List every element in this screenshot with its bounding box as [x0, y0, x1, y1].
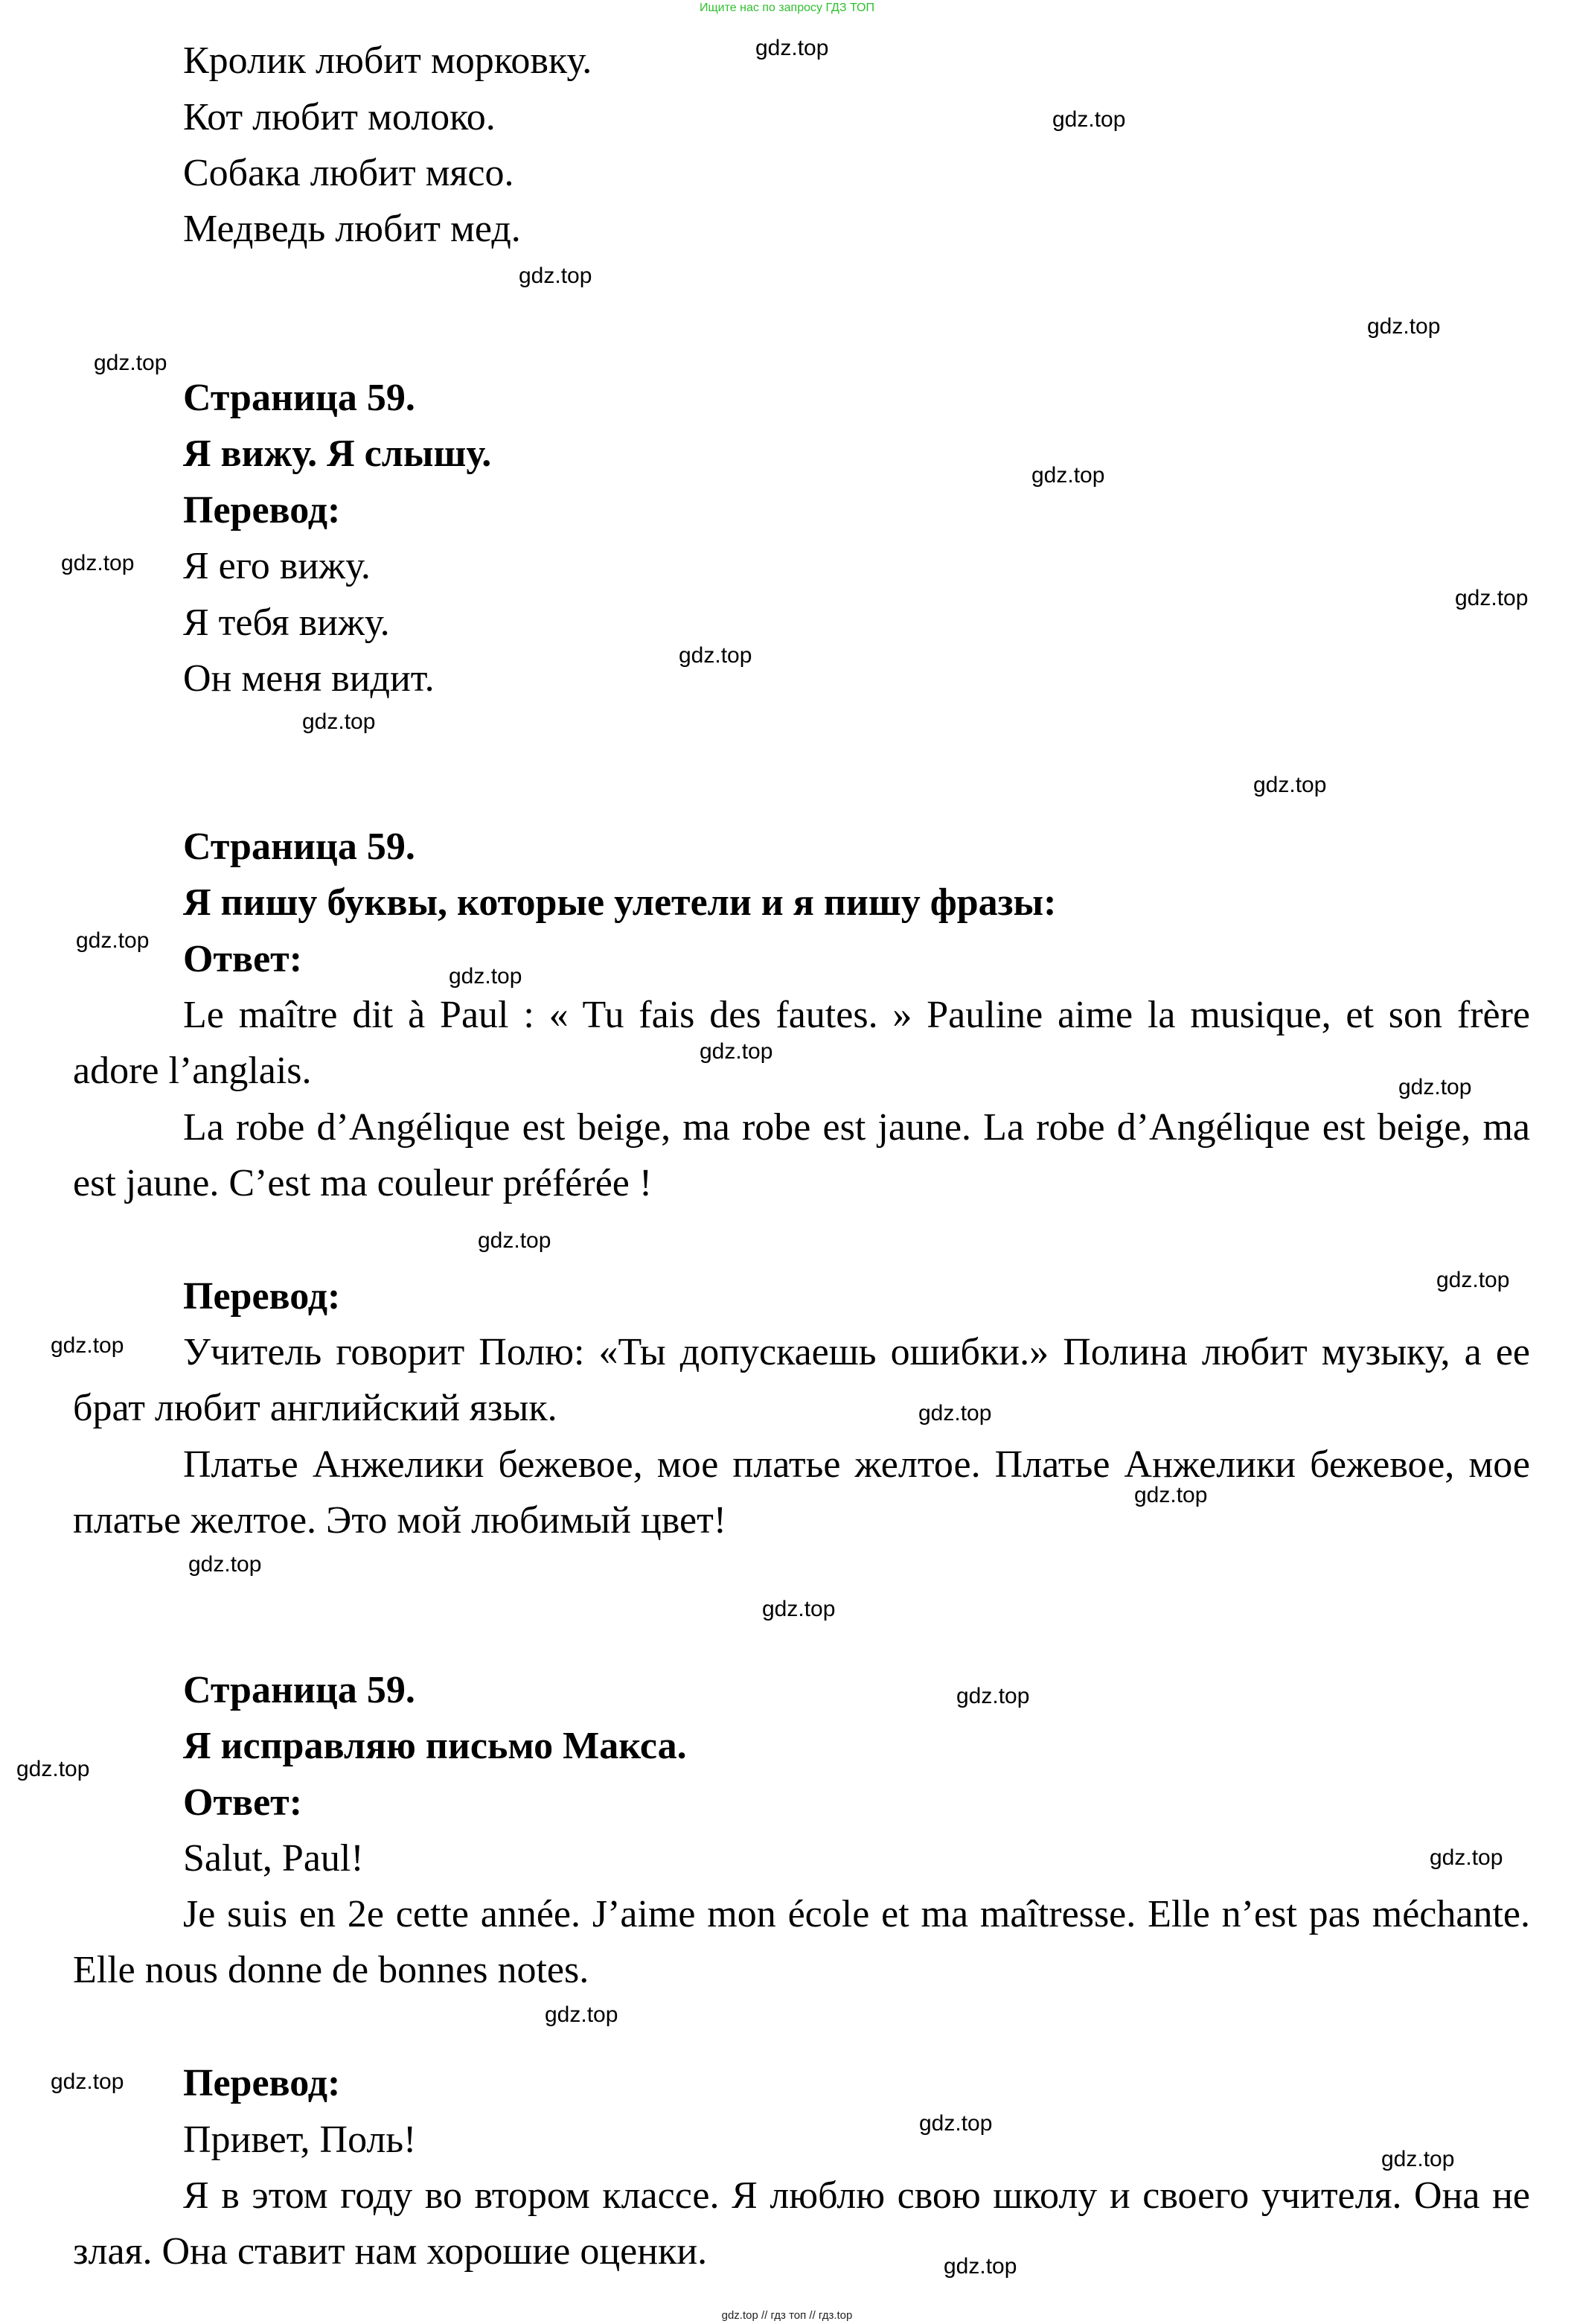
watermark: gdz.top	[700, 1039, 773, 1064]
watermark: gdz.top	[16, 1757, 90, 1781]
watermark: gdz.top	[679, 643, 752, 668]
watermark: gdz.top	[478, 1228, 551, 1253]
search-banner: Ищите нас по запросу ГДЗ ТОП	[700, 1, 874, 14]
watermark: gdz.top	[1367, 314, 1441, 339]
letter-greeting: Salut, Paul!	[183, 1837, 364, 1880]
letter-greeting: Привет, Поль!	[183, 2119, 417, 2161]
watermark: gdz.top	[762, 1597, 836, 1621]
sentence: Он меня видит.	[183, 657, 435, 700]
section-heading: Страница 59.	[183, 826, 415, 868]
watermark: gdz.top	[1031, 463, 1105, 488]
watermark: gdz.top	[188, 1552, 262, 1577]
watermark: gdz.top	[545, 2002, 618, 2027]
sentence: Кролик любит морковку.	[183, 39, 592, 82]
watermark: gdz.top	[918, 1401, 992, 1426]
watermark: gdz.top	[1430, 1845, 1503, 1870]
section-heading: Страница 59.	[183, 1669, 415, 1711]
watermark: gdz.top	[944, 2254, 1017, 2279]
answer-label: Ответ:	[183, 1781, 303, 1824]
watermark: gdz.top	[1381, 2147, 1455, 2171]
watermark: gdz.top	[1436, 1268, 1510, 1292]
sentence: Я тебя вижу.	[183, 601, 390, 644]
watermark: gdz.top	[1134, 1483, 1208, 1507]
watermark: gdz.top	[519, 264, 592, 288]
watermark: gdz.top	[956, 1684, 1030, 1708]
watermark: gdz.top	[61, 551, 135, 575]
section-subheading: Я пишу буквы, которые улетели и я пишу фразы:	[183, 881, 1057, 924]
watermark: gdz.top	[94, 351, 167, 375]
watermark: gdz.top	[51, 2069, 124, 2094]
watermark: gdz.top	[302, 709, 376, 734]
sentence: Медведь любит мед.	[183, 208, 521, 250]
section-subheading: Я вижу. Я слышу.	[183, 432, 492, 475]
sentence: Собака любит мясо.	[183, 152, 514, 194]
translation-paragraph: Платье Анжелики бежевое, мое платье желтое. Платье Анжелики бежевое, мое платье желтое. Это мой любимый цвет!	[73, 1443, 1530, 1542]
section-heading: Страница 59.	[183, 377, 415, 419]
watermark: gdz.top	[755, 36, 829, 60]
watermark: gdz.top	[1398, 1075, 1472, 1099]
translation-label: Перевод:	[183, 1275, 341, 1318]
watermark: gdz.top	[76, 928, 150, 953]
watermark: gdz.top	[1253, 773, 1327, 797]
watermark: gdz.top	[919, 2111, 993, 2136]
sentence: Я его вижу.	[183, 545, 371, 587]
watermark: gdz.top	[1455, 586, 1529, 610]
watermark: gdz.top	[1052, 107, 1126, 132]
answer-paragraph: Le maître dit à Paul : « Tu fais des fautes. » Pauline aime la musique, et son frère adore l’anglais.	[73, 994, 1530, 1092]
translation-paragraph: Учитель говорит Полю: «Ты допускаешь ошибки.» Полина любит музыку, а ее брат любит английский язык.	[73, 1331, 1530, 1429]
sentence: Кот любит молоко.	[183, 96, 496, 138]
answer-paragraph: Je suis en 2e cette année. J’aime mon école et ma maîtresse. Elle n’est pas méchante. Elle nous donne de bonnes notes.	[73, 1893, 1530, 1991]
watermark: gdz.top	[51, 1333, 124, 1358]
translation-label: Перевод:	[183, 489, 341, 531]
footer-watermark: gdz.top // гдз топ // гдз.top	[721, 2309, 853, 2322]
watermark: gdz.top	[449, 964, 522, 989]
translation-paragraph: Я в этом году во втором классе. Я люблю свою школу и своего учителя. Она не злая. Она ставит нам хорошие оценки.	[73, 2174, 1530, 2273]
translation-label: Перевод:	[183, 2062, 341, 2104]
section-subheading: Я исправляю письмо Макса.	[183, 1725, 687, 1767]
answer-label: Ответ:	[183, 938, 303, 980]
answer-paragraph: La robe d’Angélique est beige, ma robe est jaune. La robe d’Angélique est beige, ma est jaune. C’est ma couleur préférée !	[73, 1106, 1530, 1204]
